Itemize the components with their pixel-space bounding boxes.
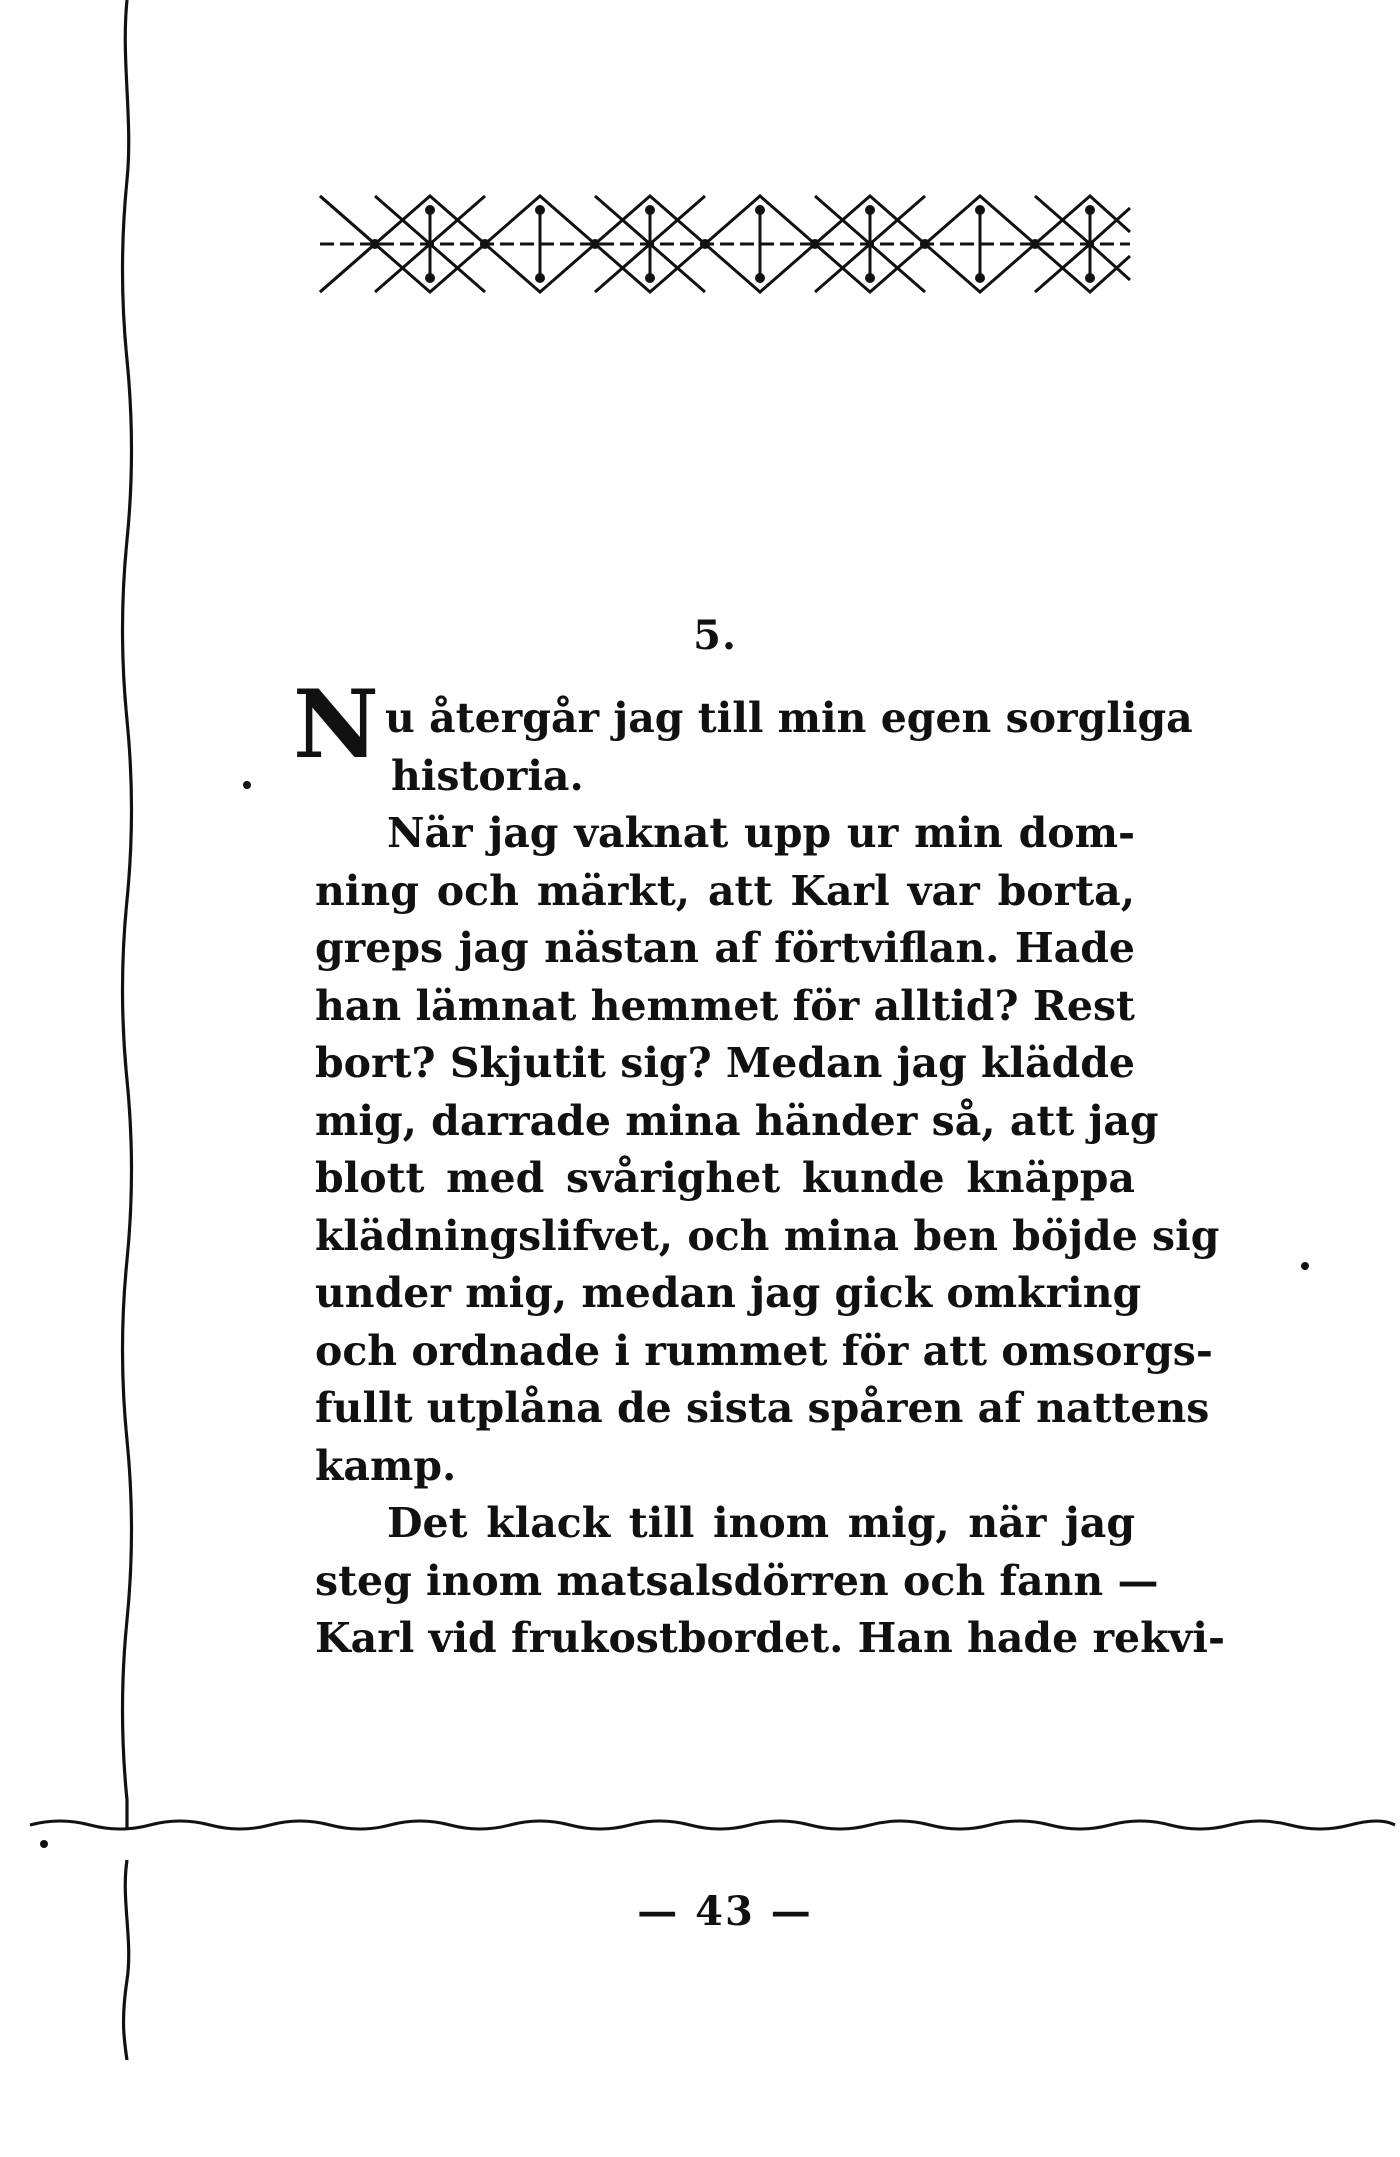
text-line: och ordnade i rummet för att omsorgs-	[315, 1326, 1213, 1375]
text-line: mig, darrade mina händer så, att jag	[315, 1096, 1159, 1145]
body-text	[293, 670, 1225, 1668]
text-line: fullt utplåna de sista spåren af nattens	[315, 1384, 1210, 1432]
text-line: historia.	[391, 751, 584, 800]
text-line: bort? Skjutit sig? Medan jag klädde	[315, 1039, 1135, 1087]
text-line: u återgår jag till min egen sorgliga	[385, 694, 1193, 742]
drop-cap-initial: N	[293, 670, 379, 780]
print-speck	[40, 1840, 48, 1848]
text-line: steg inom matsalsdörren och fann —	[315, 1556, 1159, 1605]
text-line: klädningslifvet, och mina ben böjde sig	[315, 1211, 1220, 1260]
text-line: När jag vaknat upp ur min dom-	[387, 809, 1135, 857]
page-number: — 43 —	[637, 1888, 813, 1935]
text-line: blott med svårighet kunde knäppa	[315, 1154, 1135, 1202]
text-line: han lämnat hemmet för alltid? Rest	[315, 981, 1135, 1030]
bottom-wavy-border-icon	[0, 1805, 1400, 1845]
chapter-number: 5.	[693, 612, 737, 659]
text-line: under mig, medan jag gick omkring	[315, 1269, 1142, 1317]
decorative-lattice-ornament-icon	[315, 188, 1135, 300]
print-speck	[1301, 1262, 1309, 1270]
text-line: Karl vid frukostbordet. Han hade rekvi-	[315, 1614, 1225, 1662]
text-line: greps jag nästan af förtviflan. Hade	[315, 924, 1135, 972]
text-line: kamp.	[315, 1441, 457, 1490]
text-line: Det klack till inom mig, när jag	[387, 1499, 1135, 1547]
text-line: ning och märkt, att Karl var borta,	[315, 866, 1135, 915]
print-speck	[243, 781, 251, 789]
